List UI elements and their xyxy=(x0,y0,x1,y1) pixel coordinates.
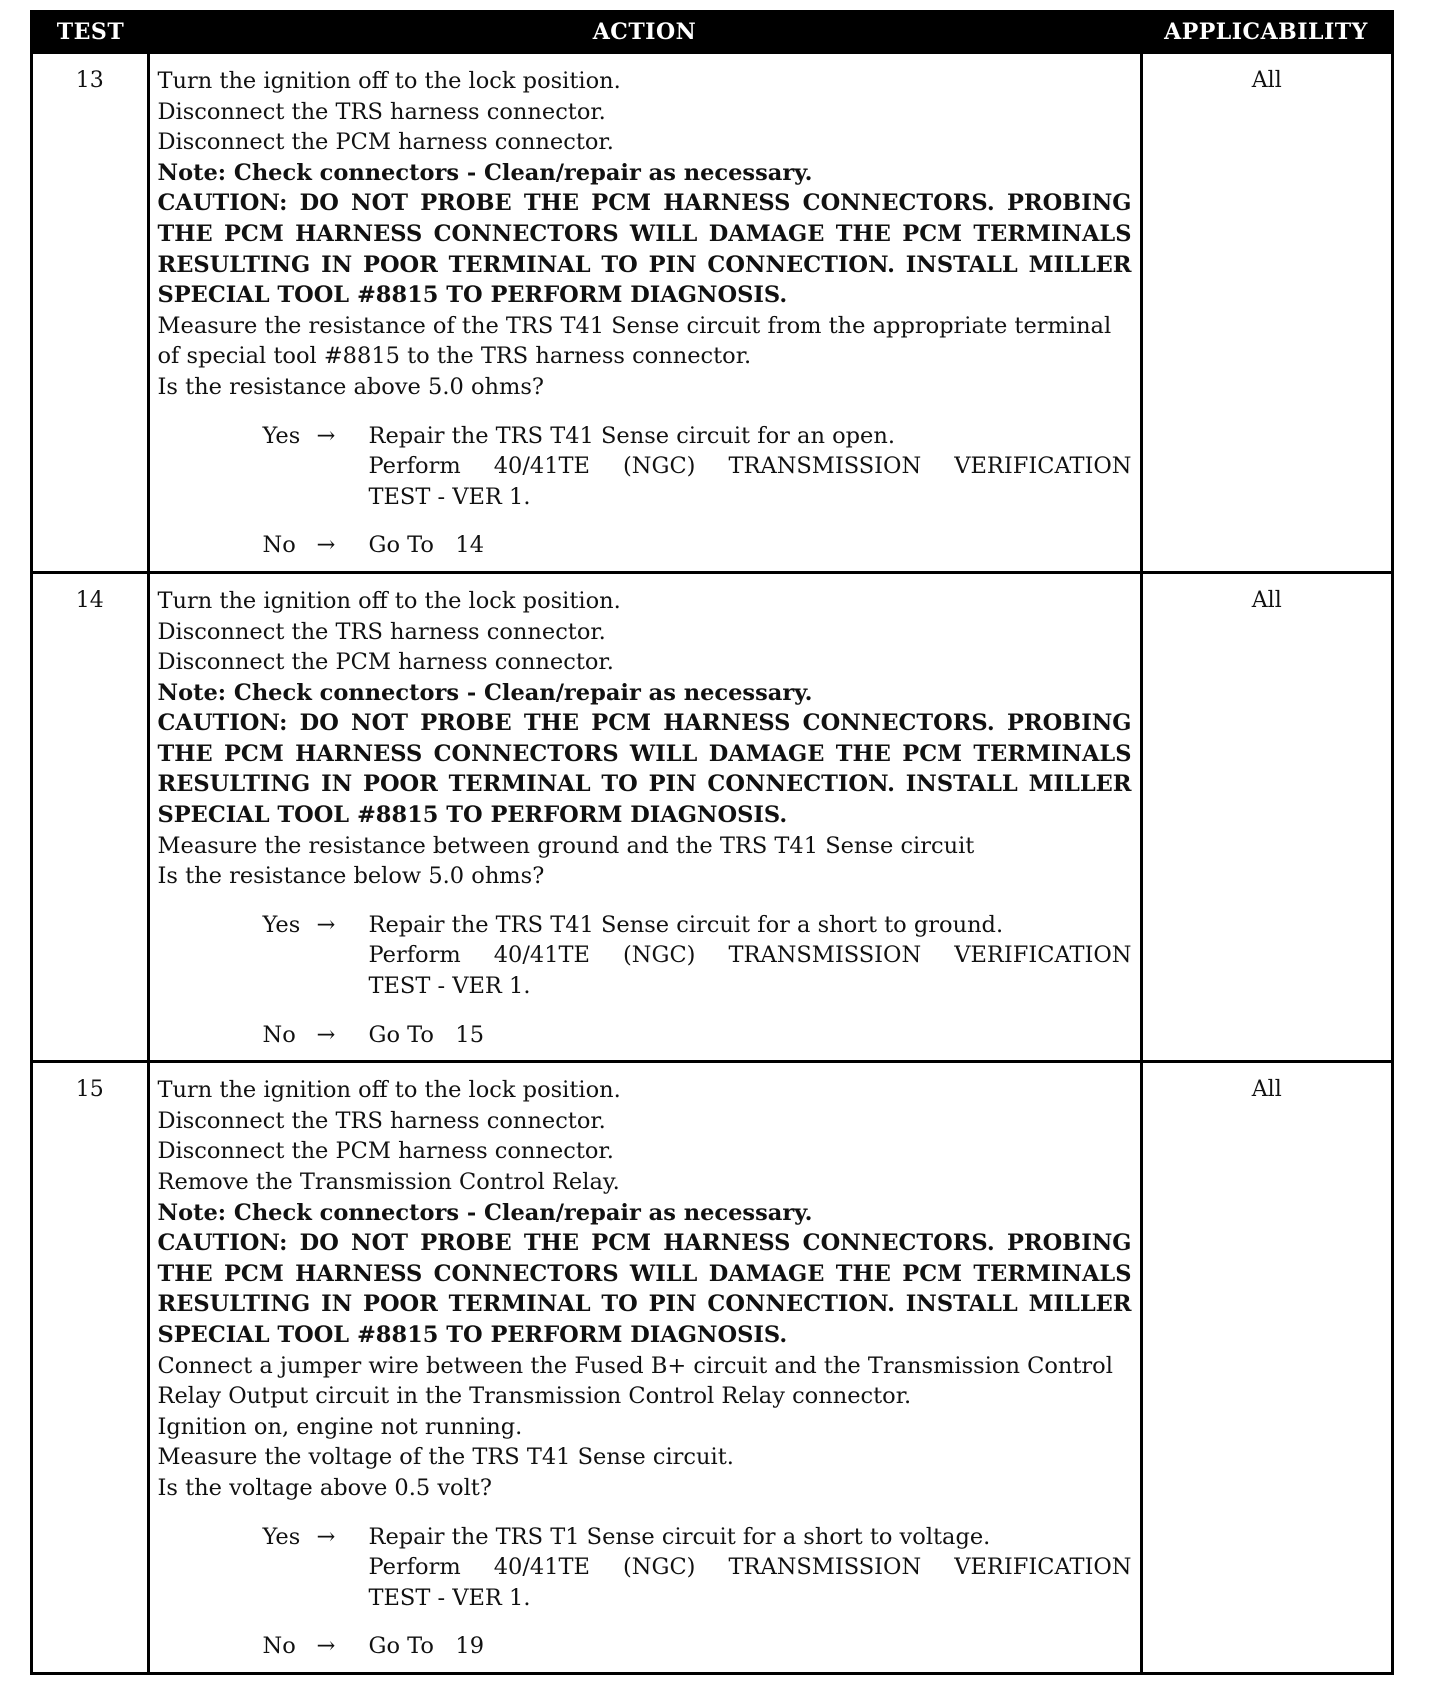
yes-perform-text: Perform 40/41TE (NGC) TRANSMISSION VERIFICATION xyxy=(368,942,1132,969)
arrow-icon: → xyxy=(316,1021,336,1048)
no-goto-text: Go To 14 xyxy=(368,532,485,559)
caution-text: CAUTION: DO NOT PROBE THE PCM HARNESS CONNECTORS. PROBING THE PCM HARNESS CONNECTORS WILL DAMAGE THE PCM TERMINALS RESULTING IN POOR TERMINAL TO PIN CONNECTION. INSTALL MILLER SPECIAL TOOL #8815 TO PERFORM DIAGNOSIS. xyxy=(157,1230,1132,1348)
test-number: 14 xyxy=(33,572,148,1061)
step-text: Disconnect the TRS harness connector. xyxy=(157,618,606,645)
header-action: ACTION xyxy=(148,13,1141,53)
step-text: Turn the ignition off to the lock position. xyxy=(157,587,621,614)
yes-repair-text: Repair the TRS T41 Sense circuit for a short to ground. xyxy=(368,911,1004,938)
applicability-cell: All xyxy=(1141,53,1391,573)
no-result xyxy=(263,1020,1132,1051)
action-cell xyxy=(148,53,1141,573)
question-text: Is the voltage above 0.5 volt? xyxy=(157,1474,492,1501)
yes-repair-text: Repair the TRS T1 Sense circuit for a short to voltage. xyxy=(368,1523,991,1550)
note-text: Note: Check connectors - Clean/repair as necessary. xyxy=(157,679,813,706)
diagnostic-table xyxy=(30,10,1394,1675)
applicability-cell: All xyxy=(1141,1062,1391,1672)
caution-text: CAUTION: DO NOT PROBE THE PCM HARNESS CONNECTORS. PROBING THE PCM HARNESS CONNECTORS WILL DAMAGE THE PCM TERMINALS RESULTING IN POOR TERMINAL TO PIN CONNECTION. INSTALL MILLER SPECIAL TOOL #8815 TO PERFORM DIAGNOSIS. xyxy=(157,710,1132,829)
step-text: Disconnect the PCM harness connector. xyxy=(157,649,614,676)
yes-label: Yes xyxy=(262,911,301,938)
step-text: Remove the Transmission Control Relay. xyxy=(157,1169,620,1195)
note-text: Note: Check connectors - Clean/repair as necessary. xyxy=(157,159,813,186)
yes-perform-text: Perform 40/41TE (NGC) TRANSMISSION VERIFICATION xyxy=(368,1554,1132,1581)
question-text: Is the resistance below 5.0 ohms? xyxy=(157,863,545,890)
yes-text-block xyxy=(369,1522,1132,1614)
no-goto-text: Go To 15 xyxy=(368,1021,485,1048)
step-text: Disconnect the TRS harness connector. xyxy=(157,98,606,125)
yes-result xyxy=(263,1522,1132,1614)
table-row xyxy=(33,572,1391,1061)
no-label: No xyxy=(262,532,296,559)
step-text: Disconnect the PCM harness connector. xyxy=(157,129,614,156)
no-label: No xyxy=(262,1633,296,1660)
yes-label: Yes xyxy=(262,422,301,449)
measure-text: Ignition on, engine not running. xyxy=(157,1413,523,1440)
arrow-icon: → xyxy=(316,1523,336,1550)
measure-text: Measure the resistance between ground and the TRS T41 Sense circuit xyxy=(157,832,975,859)
yes-result xyxy=(263,910,1132,1002)
no-result xyxy=(263,530,1132,561)
action-cell xyxy=(148,1062,1141,1672)
header-test: TEST xyxy=(33,13,148,53)
arrow-icon: → xyxy=(316,532,336,559)
step-text: Turn the ignition off to the lock position. xyxy=(157,1077,621,1104)
arrow-icon: → xyxy=(316,422,336,449)
test-table xyxy=(33,13,1391,1672)
note-text: Note: Check connectors - Clean/repair as necessary. xyxy=(157,1199,813,1226)
no-result xyxy=(263,1631,1132,1662)
test-number: 13 xyxy=(33,53,148,573)
arrow-icon: → xyxy=(316,1633,336,1660)
yes-perform-text: Perform 40/41TE (NGC) TRANSMISSION VERIFICATION xyxy=(368,453,1132,480)
test-number: 15 xyxy=(33,1062,148,1672)
step-text: Disconnect the PCM harness connector. xyxy=(157,1138,614,1165)
step-text: Turn the ignition off to the lock position. xyxy=(157,68,621,94)
header-row xyxy=(33,13,1391,53)
arrow-icon: → xyxy=(316,911,336,938)
no-goto-text: Go To 19 xyxy=(368,1633,485,1660)
no-label: No xyxy=(262,1021,296,1048)
measure-text: Measure the resistance of the TRS T41 Sense circuit from the appropriate terminal of special tool #8815 to the TRS harness connector. xyxy=(157,312,1112,370)
measure-text: Measure the voltage of the TRS T41 Sense circuit. xyxy=(157,1444,734,1471)
yes-repair-text: Repair the TRS T41 Sense circuit for an open. xyxy=(368,422,895,449)
yes-result xyxy=(263,421,1132,513)
table-row xyxy=(33,1062,1391,1672)
yes-text-block xyxy=(369,421,1132,513)
yes-label: Yes xyxy=(262,1523,301,1550)
header-applicability: APPLICABILITY xyxy=(1141,13,1391,53)
table-row xyxy=(33,53,1391,573)
measure-text: Connect a jumper wire between the Fused B+ circuit and the Transmission Control Relay Output circuit in the Transmission Control Relay connector. xyxy=(157,1352,1113,1410)
yes-perform-end: TEST - VER 1. xyxy=(368,973,531,1000)
question-text: Is the resistance above 5.0 ohms? xyxy=(157,373,544,400)
yes-text-block xyxy=(369,910,1132,1002)
action-cell xyxy=(148,572,1141,1061)
step-text: Disconnect the TRS harness connector. xyxy=(157,1107,606,1134)
yes-perform-end: TEST - VER 1. xyxy=(368,1584,531,1611)
caution-text: CAUTION: DO NOT PROBE THE PCM HARNESS CONNECTORS. PROBING THE PCM HARNESS CONNECTORS WILL DAMAGE THE PCM TERMINALS RESULTING IN POOR TERMINAL TO PIN CONNECTION. INSTALL MILLER SPECIAL TOOL #8815 TO PERFORM DIAGNOSIS. xyxy=(157,190,1132,309)
applicability-cell: All xyxy=(1141,572,1391,1061)
yes-perform-end: TEST - VER 1. xyxy=(368,483,531,510)
